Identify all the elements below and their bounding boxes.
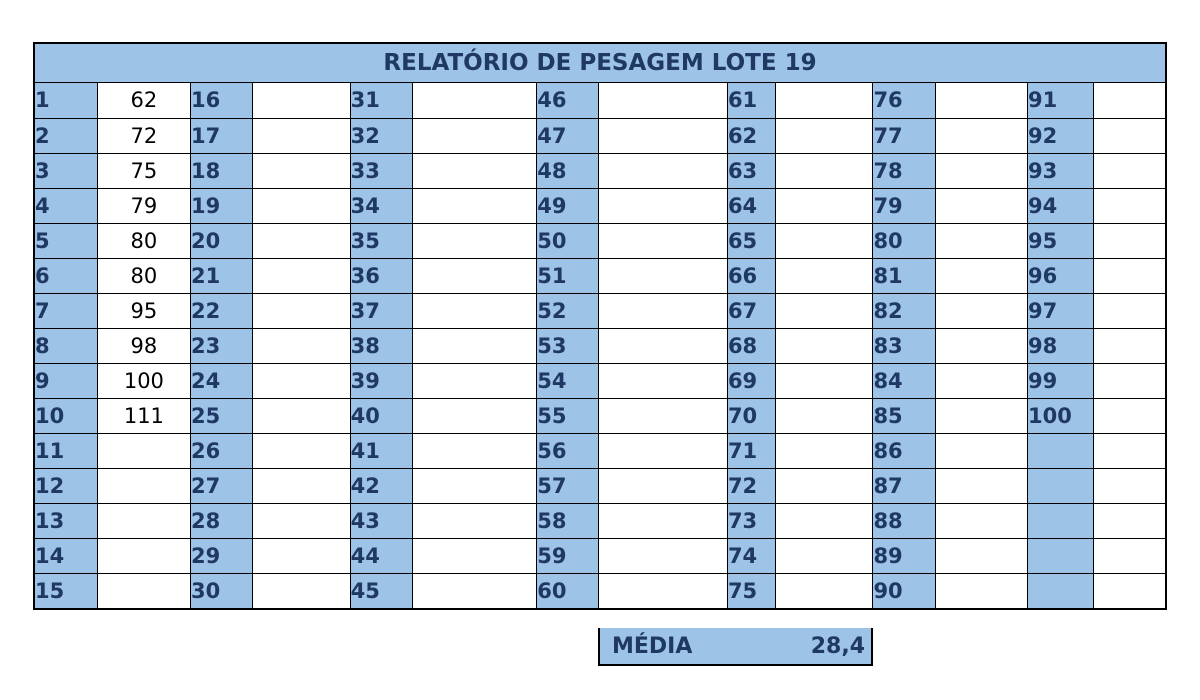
item-number-cell: 79	[873, 188, 935, 223]
item-number-cell: 26	[191, 433, 253, 468]
table-row	[35, 188, 1165, 223]
weight-value-cell[interactable]	[599, 503, 727, 538]
weight-value-cell[interactable]	[599, 83, 727, 118]
item-number-cell: 4	[35, 188, 97, 223]
item-number-cell: 32	[350, 118, 412, 153]
weight-value-cell[interactable]	[412, 468, 536, 503]
weight-value-cell[interactable]	[776, 503, 873, 538]
item-number-cell: 29	[191, 538, 253, 573]
item-number-cell: 69	[727, 363, 775, 398]
weight-value-cell[interactable]	[1094, 363, 1165, 398]
item-number-cell: 62	[727, 118, 775, 153]
item-number-cell: 1	[35, 83, 97, 118]
weight-value-cell[interactable]	[935, 503, 1027, 538]
item-number-cell: 16	[191, 83, 253, 118]
table-row	[35, 363, 1165, 398]
item-number-cell: 68	[727, 328, 775, 363]
weight-value-cell[interactable]: 98	[97, 328, 190, 363]
item-number-cell: 20	[191, 223, 253, 258]
item-number-cell: 30	[191, 573, 253, 608]
item-number-cell: 10	[35, 398, 97, 433]
item-number-cell: 17	[191, 118, 253, 153]
weight-value-cell[interactable]	[412, 503, 536, 538]
table-row	[35, 118, 1165, 153]
item-number-cell: 45	[350, 573, 412, 608]
item-number-cell: 48	[537, 153, 599, 188]
item-number-cell: 94	[1027, 188, 1093, 223]
weight-value-cell[interactable]	[776, 328, 873, 363]
item-number-cell: 18	[191, 153, 253, 188]
item-number-cell: 86	[873, 433, 935, 468]
weight-value-cell[interactable]	[1094, 118, 1165, 153]
weight-value-cell[interactable]	[935, 468, 1027, 503]
weight-value-cell[interactable]	[97, 468, 190, 503]
item-number-cell: 13	[35, 503, 97, 538]
item-number-cell: 9	[35, 363, 97, 398]
average-label: MÉDIA	[612, 633, 693, 659]
item-number-cell: 61	[727, 83, 775, 118]
weight-value-cell[interactable]	[935, 153, 1027, 188]
weight-value-cell[interactable]	[1094, 573, 1165, 608]
item-number-cell: 97	[1027, 293, 1093, 328]
weight-value-cell[interactable]	[935, 118, 1027, 153]
item-number-cell: 87	[873, 468, 935, 503]
item-number-cell: 72	[727, 468, 775, 503]
item-number-cell: 21	[191, 258, 253, 293]
table-row	[35, 538, 1165, 573]
item-number-cell: 56	[537, 433, 599, 468]
item-number-cell: 12	[35, 468, 97, 503]
weight-value-cell[interactable]	[599, 153, 727, 188]
weight-value-cell[interactable]: 100	[97, 363, 190, 398]
item-number-cell: 2	[35, 118, 97, 153]
item-number-cell: 65	[727, 223, 775, 258]
table-row	[35, 468, 1165, 503]
item-number-cell: 76	[873, 83, 935, 118]
weight-value-cell[interactable]	[253, 293, 350, 328]
weight-value-cell[interactable]: 111	[97, 398, 190, 433]
weight-value-cell[interactable]	[253, 573, 350, 608]
weight-value-cell[interactable]	[412, 398, 536, 433]
item-number-cell: 70	[727, 398, 775, 433]
weight-value-cell[interactable]	[253, 188, 350, 223]
item-number-cell: 88	[873, 503, 935, 538]
weight-value-cell[interactable]	[97, 503, 190, 538]
weight-value-cell[interactable]	[935, 188, 1027, 223]
weight-value-cell[interactable]	[412, 118, 536, 153]
item-number-cell: 22	[191, 293, 253, 328]
item-number-cell: 31	[350, 83, 412, 118]
weight-value-cell[interactable]	[599, 468, 727, 503]
item-number-cell: 100	[1027, 398, 1093, 433]
weight-value-cell[interactable]	[412, 153, 536, 188]
weight-value-cell[interactable]	[253, 363, 350, 398]
weight-value-cell[interactable]	[935, 363, 1027, 398]
weight-value-cell[interactable]	[776, 538, 873, 573]
item-number-cell: 75	[727, 573, 775, 608]
item-number-cell: 3	[35, 153, 97, 188]
item-number-cell: 98	[1027, 328, 1093, 363]
weight-value-cell[interactable]	[599, 188, 727, 223]
weight-value-cell[interactable]	[776, 258, 873, 293]
weight-value-cell[interactable]: 79	[97, 188, 190, 223]
weight-value-cell[interactable]	[935, 573, 1027, 608]
weight-value-cell[interactable]	[935, 328, 1027, 363]
item-number-cell: 57	[537, 468, 599, 503]
weight-value-cell[interactable]	[776, 573, 873, 608]
weight-value-cell[interactable]	[253, 223, 350, 258]
weight-value-cell[interactable]	[935, 433, 1027, 468]
item-number-cell: 24	[191, 363, 253, 398]
weight-value-cell[interactable]	[412, 293, 536, 328]
weight-value-cell[interactable]	[935, 538, 1027, 573]
weight-value-cell[interactable]	[935, 293, 1027, 328]
item-number-cell: 34	[350, 188, 412, 223]
weight-value-cell[interactable]	[935, 398, 1027, 433]
weight-value-cell[interactable]	[253, 468, 350, 503]
item-number-cell: 80	[873, 223, 935, 258]
item-number-cell: 96	[1027, 258, 1093, 293]
item-number-cell: 7	[35, 293, 97, 328]
weight-value-cell[interactable]	[599, 573, 727, 608]
table-row	[35, 293, 1165, 328]
weight-value-cell[interactable]	[776, 398, 873, 433]
item-number-cell: 37	[350, 293, 412, 328]
item-number-cell: 40	[350, 398, 412, 433]
item-number-cell: 73	[727, 503, 775, 538]
item-number-cell: 92	[1027, 118, 1093, 153]
item-number-cell: 42	[350, 468, 412, 503]
average-value: 28,4	[810, 633, 865, 659]
item-number-cell: 89	[873, 538, 935, 573]
item-number-cell: 19	[191, 188, 253, 223]
weight-value-cell[interactable]	[935, 258, 1027, 293]
item-number-cell: 60	[537, 573, 599, 608]
weight-value-cell[interactable]	[1094, 258, 1165, 293]
weight-value-cell[interactable]	[253, 433, 350, 468]
table-row	[35, 398, 1165, 433]
item-number-cell: 63	[727, 153, 775, 188]
weight-value-cell[interactable]: 62	[97, 83, 190, 118]
weight-value-cell[interactable]	[1094, 223, 1165, 258]
weight-value-cell[interactable]	[412, 573, 536, 608]
item-number-cell	[1027, 573, 1093, 608]
weight-value-cell[interactable]: 72	[97, 118, 190, 153]
item-number-cell	[1027, 538, 1093, 573]
weight-value-cell[interactable]	[1094, 538, 1165, 573]
item-number-cell: 82	[873, 293, 935, 328]
item-number-cell: 23	[191, 328, 253, 363]
report-title: RELATÓRIO DE PESAGEM LOTE 19	[35, 44, 1165, 83]
item-number-cell: 39	[350, 363, 412, 398]
weight-value-cell[interactable]	[412, 223, 536, 258]
item-number-cell: 99	[1027, 363, 1093, 398]
weight-value-cell[interactable]	[1094, 153, 1165, 188]
weight-value-cell[interactable]	[1094, 433, 1165, 468]
item-number-cell: 58	[537, 503, 599, 538]
weight-value-cell[interactable]: 80	[97, 223, 190, 258]
weight-value-cell[interactable]	[776, 363, 873, 398]
item-number-cell: 90	[873, 573, 935, 608]
item-number-cell: 59	[537, 538, 599, 573]
weight-value-cell[interactable]	[253, 503, 350, 538]
weight-value-cell[interactable]	[1094, 293, 1165, 328]
weight-value-cell[interactable]	[97, 433, 190, 468]
weight-value-cell[interactable]	[253, 538, 350, 573]
item-number-cell: 51	[537, 258, 599, 293]
weight-value-cell[interactable]	[412, 188, 536, 223]
weight-value-cell[interactable]	[935, 223, 1027, 258]
weight-value-cell[interactable]	[776, 118, 873, 153]
item-number-cell: 54	[537, 363, 599, 398]
weight-value-cell[interactable]	[935, 83, 1027, 118]
weight-value-cell[interactable]	[1094, 398, 1165, 433]
item-number-cell: 14	[35, 538, 97, 573]
weight-value-cell[interactable]: 80	[97, 258, 190, 293]
item-number-cell: 44	[350, 538, 412, 573]
item-number-cell: 33	[350, 153, 412, 188]
table-row	[35, 503, 1165, 538]
weight-value-cell[interactable]	[412, 83, 536, 118]
weight-value-cell[interactable]	[253, 258, 350, 293]
item-number-cell: 35	[350, 223, 412, 258]
weight-value-cell[interactable]	[599, 258, 727, 293]
item-number-cell: 95	[1027, 223, 1093, 258]
item-number-cell: 8	[35, 328, 97, 363]
weight-value-cell[interactable]	[1094, 83, 1165, 118]
table-row	[35, 573, 1165, 608]
table-row	[35, 433, 1165, 468]
weight-value-cell[interactable]	[776, 223, 873, 258]
item-number-cell: 36	[350, 258, 412, 293]
item-number-cell: 41	[350, 433, 412, 468]
item-number-cell: 47	[537, 118, 599, 153]
table-row	[35, 328, 1165, 363]
item-number-cell	[1027, 503, 1093, 538]
weight-value-cell[interactable]	[776, 433, 873, 468]
weight-value-cell[interactable]	[253, 398, 350, 433]
weight-value-cell[interactable]	[97, 538, 190, 573]
item-number-cell: 11	[35, 433, 97, 468]
weight-value-cell[interactable]	[599, 538, 727, 573]
weight-value-cell[interactable]	[253, 83, 350, 118]
item-number-cell: 46	[537, 83, 599, 118]
item-number-cell	[1027, 468, 1093, 503]
item-number-cell: 49	[537, 188, 599, 223]
weight-value-cell[interactable]	[1094, 328, 1165, 363]
weight-value-cell[interactable]	[776, 83, 873, 118]
item-number-cell: 67	[727, 293, 775, 328]
weight-value-cell[interactable]	[1094, 503, 1165, 538]
item-number-cell: 53	[537, 328, 599, 363]
item-number-cell: 55	[537, 398, 599, 433]
weight-value-cell[interactable]	[412, 328, 536, 363]
item-number-cell: 66	[727, 258, 775, 293]
weight-value-cell[interactable]	[776, 188, 873, 223]
item-number-cell: 83	[873, 328, 935, 363]
weight-value-cell[interactable]	[599, 118, 727, 153]
item-number-cell: 93	[1027, 153, 1093, 188]
table-row	[35, 153, 1165, 188]
item-number-cell: 6	[35, 258, 97, 293]
item-number-cell: 27	[191, 468, 253, 503]
weight-value-cell[interactable]	[412, 538, 536, 573]
item-number-cell: 78	[873, 153, 935, 188]
weight-value-cell[interactable]	[97, 573, 190, 608]
weight-value-cell[interactable]	[776, 153, 873, 188]
weight-value-cell[interactable]	[412, 258, 536, 293]
weighing-report-sheet	[33, 42, 1167, 610]
weight-value-cell[interactable]	[599, 363, 727, 398]
table-row	[35, 223, 1165, 258]
weight-value-cell[interactable]: 95	[97, 293, 190, 328]
weight-value-cell[interactable]	[776, 468, 873, 503]
item-number-cell: 81	[873, 258, 935, 293]
weight-value-cell[interactable]	[599, 293, 727, 328]
weighing-table	[35, 83, 1165, 608]
item-number-cell: 64	[727, 188, 775, 223]
weight-value-cell[interactable]	[253, 153, 350, 188]
weight-value-cell[interactable]	[776, 293, 873, 328]
item-number-cell: 74	[727, 538, 775, 573]
item-number-cell: 71	[727, 433, 775, 468]
item-number-cell: 77	[873, 118, 935, 153]
average-box	[598, 628, 873, 666]
item-number-cell: 5	[35, 223, 97, 258]
weight-value-cell[interactable]	[1094, 188, 1165, 223]
item-number-cell: 43	[350, 503, 412, 538]
item-number-cell: 50	[537, 223, 599, 258]
weight-value-cell[interactable]	[599, 433, 727, 468]
item-number-cell	[1027, 433, 1093, 468]
weight-value-cell[interactable]	[412, 433, 536, 468]
weight-value-cell[interactable]	[1094, 468, 1165, 503]
item-number-cell: 25	[191, 398, 253, 433]
item-number-cell: 52	[537, 293, 599, 328]
weight-value-cell[interactable]	[599, 398, 727, 433]
weight-value-cell[interactable]	[253, 328, 350, 363]
weight-value-cell[interactable]	[599, 223, 727, 258]
item-number-cell: 28	[191, 503, 253, 538]
item-number-cell: 15	[35, 573, 97, 608]
item-number-cell: 85	[873, 398, 935, 433]
item-number-cell: 38	[350, 328, 412, 363]
weight-value-cell[interactable]: 75	[97, 153, 190, 188]
weight-value-cell[interactable]	[599, 328, 727, 363]
table-row	[35, 258, 1165, 293]
weight-value-cell[interactable]	[253, 118, 350, 153]
weight-value-cell[interactable]	[412, 363, 536, 398]
table-row	[35, 83, 1165, 118]
item-number-cell: 84	[873, 363, 935, 398]
item-number-cell: 91	[1027, 83, 1093, 118]
